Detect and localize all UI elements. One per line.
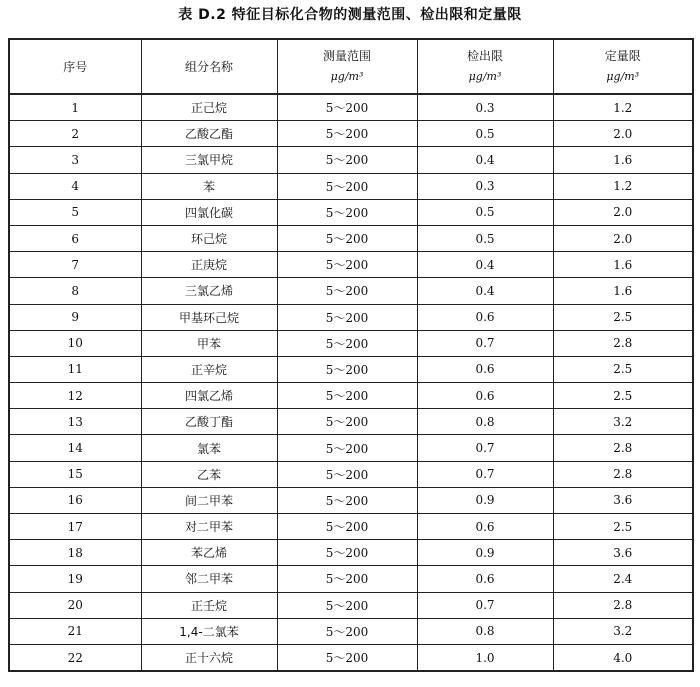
cell-loq: 2.5: [553, 383, 693, 409]
table-header: [9, 39, 693, 94]
cell-lod: 0.4: [417, 278, 553, 304]
table-row: [9, 592, 693, 618]
header-name: [141, 39, 277, 94]
table-row: [9, 618, 693, 644]
cell-compound-name: 正十六烷: [141, 644, 277, 671]
cell-lod: 0.3: [417, 94, 553, 121]
cell-range: 5～200: [277, 487, 417, 513]
cell-loq: 1.2: [553, 173, 693, 199]
cell-range: 5～200: [277, 278, 417, 304]
header-loq-label: 定量限: [604, 49, 641, 63]
cell-range: 5～200: [277, 435, 417, 461]
data-table: [8, 38, 694, 672]
cell-lod: 0.6: [417, 566, 553, 592]
cell-range: 5～200: [277, 252, 417, 278]
cell-compound-name: 环己烷: [141, 225, 277, 251]
table-row: [9, 566, 693, 592]
cell-index: 14: [9, 435, 141, 461]
cell-lod: 0.7: [417, 330, 553, 356]
cell-compound-name: 对二甲苯: [141, 514, 277, 540]
cell-loq: 2.0: [553, 225, 693, 251]
table-row: [9, 173, 693, 199]
table-row: [9, 514, 693, 540]
cell-lod: 0.5: [417, 225, 553, 251]
table-row: [9, 94, 693, 121]
header-range-label: 测量范围: [322, 49, 371, 63]
cell-compound-name: 正壬烷: [141, 592, 277, 618]
cell-compound-name: 乙酸丁酯: [141, 409, 277, 435]
cell-range: 5～200: [277, 409, 417, 435]
cell-loq: 2.5: [553, 514, 693, 540]
cell-loq: 1.6: [553, 147, 693, 173]
cell-range: 5～200: [277, 199, 417, 225]
cell-lod: 0.6: [417, 514, 553, 540]
cell-index: 3: [9, 147, 141, 173]
cell-loq: 1.6: [553, 252, 693, 278]
cell-compound-name: 乙酸乙酯: [141, 121, 277, 147]
cell-index: 11: [9, 356, 141, 382]
table-row: [9, 147, 693, 173]
cell-lod: 0.9: [417, 487, 553, 513]
header-lod-unit: μg/m³: [468, 70, 502, 83]
cell-lod: 0.8: [417, 409, 553, 435]
cell-index: 22: [9, 644, 141, 671]
cell-loq: 3.6: [553, 487, 693, 513]
cell-lod: 0.7: [417, 592, 553, 618]
header-index: [9, 39, 141, 94]
cell-lod: 0.4: [417, 252, 553, 278]
cell-loq: 1.6: [553, 278, 693, 304]
cell-compound-name: 氯苯: [141, 435, 277, 461]
table-row: [9, 225, 693, 251]
header-lod: [417, 39, 553, 94]
cell-range: 5～200: [277, 356, 417, 382]
cell-loq: 4.0: [553, 644, 693, 671]
cell-range: 5～200: [277, 330, 417, 356]
cell-lod: 1.0: [417, 644, 553, 671]
cell-lod: 0.6: [417, 356, 553, 382]
cell-range: 5～200: [277, 514, 417, 540]
cell-index: 20: [9, 592, 141, 618]
cell-loq: 2.0: [553, 199, 693, 225]
cell-range: 5～200: [277, 566, 417, 592]
table-row: [9, 252, 693, 278]
cell-compound-name: 三氯甲烷: [141, 147, 277, 173]
cell-index: 9: [9, 304, 141, 330]
cell-compound-name: 甲基环己烷: [141, 304, 277, 330]
cell-index: 12: [9, 383, 141, 409]
cell-index: 21: [9, 618, 141, 644]
cell-lod: 0.5: [417, 199, 553, 225]
cell-lod: 0.3: [417, 173, 553, 199]
cell-loq: 2.5: [553, 356, 693, 382]
cell-compound-name: 苯: [141, 173, 277, 199]
header-range-unit: μg/m³: [330, 70, 364, 83]
cell-range: 5～200: [277, 225, 417, 251]
cell-index: 7: [9, 252, 141, 278]
cell-index: 19: [9, 566, 141, 592]
cell-range: 5～200: [277, 121, 417, 147]
cell-lod: 0.7: [417, 435, 553, 461]
cell-loq: 2.8: [553, 592, 693, 618]
cell-index: 18: [9, 540, 141, 566]
table-body: [9, 94, 693, 671]
cell-range: 5～200: [277, 304, 417, 330]
cell-lod: 0.7: [417, 461, 553, 487]
cell-range: 5～200: [277, 461, 417, 487]
cell-compound-name: 邻二甲苯: [141, 566, 277, 592]
cell-compound-name: 四氯乙烯: [141, 383, 277, 409]
cell-lod: 0.6: [417, 304, 553, 330]
cell-compound-name: 苯乙烯: [141, 540, 277, 566]
cell-loq: 2.8: [553, 461, 693, 487]
cell-range: 5～200: [277, 592, 417, 618]
cell-index: 10: [9, 330, 141, 356]
cell-index: 6: [9, 225, 141, 251]
header-range: [277, 39, 417, 94]
cell-compound-name: 三氯乙烯: [141, 278, 277, 304]
cell-range: 5～200: [277, 173, 417, 199]
table-row: [9, 356, 693, 382]
cell-loq: 2.0: [553, 121, 693, 147]
cell-lod: 0.5: [417, 121, 553, 147]
cell-loq: 2.8: [553, 435, 693, 461]
cell-compound-name: 正庚烷: [141, 252, 277, 278]
table-row: [9, 304, 693, 330]
cell-lod: 0.6: [417, 383, 553, 409]
table-row: [9, 409, 693, 435]
header-loq-unit: μg/m³: [606, 70, 640, 83]
cell-range: 5～200: [277, 644, 417, 671]
header-name-label: 组分名称: [184, 59, 233, 74]
table-row: [9, 461, 693, 487]
cell-index: 8: [9, 278, 141, 304]
cell-lod: 0.9: [417, 540, 553, 566]
cell-loq: 2.5: [553, 304, 693, 330]
cell-index: 13: [9, 409, 141, 435]
cell-range: 5～200: [277, 147, 417, 173]
cell-loq: 2.4: [553, 566, 693, 592]
table-row: [9, 121, 693, 147]
cell-range: 5～200: [277, 540, 417, 566]
cell-index: 2: [9, 121, 141, 147]
cell-index: 1: [9, 94, 141, 121]
cell-index: 16: [9, 487, 141, 513]
cell-loq: 3.6: [553, 540, 693, 566]
table-row: [9, 278, 693, 304]
cell-range: 5～200: [277, 618, 417, 644]
cell-compound-name: 1,4-二氯苯: [141, 618, 277, 644]
cell-index: 5: [9, 199, 141, 225]
table-row: [9, 540, 693, 566]
cell-range: 5～200: [277, 94, 417, 121]
table-row: [9, 330, 693, 356]
cell-compound-name: 乙苯: [141, 461, 277, 487]
cell-loq: 1.2: [553, 94, 693, 121]
table-row: [9, 383, 693, 409]
table-row: [9, 487, 693, 513]
table-title: 表 D.2 特征目标化合物的测量范围、检出限和定量限: [178, 7, 522, 23]
cell-loq: 2.8: [553, 330, 693, 356]
header-index-label: 序号: [63, 59, 88, 74]
cell-compound-name: 甲苯: [141, 330, 277, 356]
table-row: [9, 435, 693, 461]
cell-compound-name: 正己烷: [141, 94, 277, 121]
cell-loq: 3.2: [553, 618, 693, 644]
table-row: [9, 199, 693, 225]
cell-compound-name: 正辛烷: [141, 356, 277, 382]
cell-lod: 0.8: [417, 618, 553, 644]
header-row: [9, 39, 693, 94]
cell-loq: 3.2: [553, 409, 693, 435]
cell-lod: 0.4: [417, 147, 553, 173]
table-row: [9, 644, 693, 671]
header-loq: [553, 39, 693, 94]
cell-compound-name: 四氯化碳: [141, 199, 277, 225]
cell-index: 4: [9, 173, 141, 199]
cell-range: 5～200: [277, 383, 417, 409]
cell-index: 15: [9, 461, 141, 487]
cell-index: 17: [9, 514, 141, 540]
cell-compound-name: 间二甲苯: [141, 487, 277, 513]
header-lod-label: 检出限: [466, 49, 503, 63]
